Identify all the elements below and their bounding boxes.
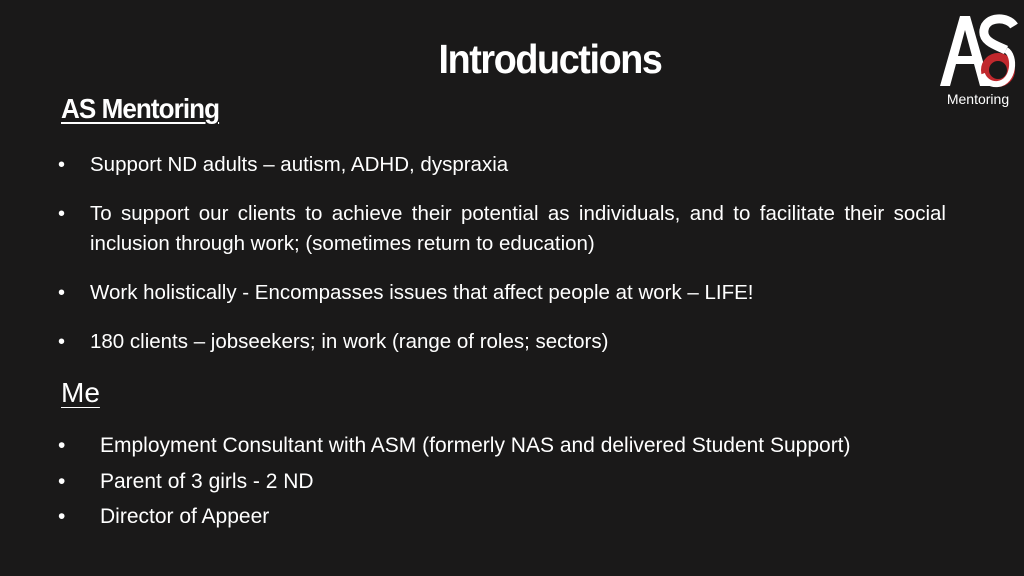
bullet-text: Employment Consultant with ASM (formerly NAS and delivered Student Support) [100, 434, 851, 457]
list-item [58, 327, 946, 357]
list-item [58, 499, 958, 535]
bullet-dot-icon: • [58, 203, 66, 225]
list-item [58, 464, 958, 500]
list-item [58, 278, 946, 308]
logo-caption: Mentoring [946, 91, 1010, 107]
bullet-dot-icon: • [58, 469, 66, 493]
bullet-text: 180 clients – jobseekers; in work (range of roles; sectors) [90, 330, 609, 353]
bullet-text: Support ND adults – autism, ADHD, dyspraxia [90, 153, 509, 176]
bullet-text: Work holistically - Encompasses issues that affect people at work – LIFE! [90, 281, 754, 304]
list-item [58, 150, 946, 180]
as-mentoring-logo [936, 12, 1020, 112]
bullet-text: Director of Appeer [100, 505, 270, 528]
section-heading-as-mentoring: AS Mentoring [61, 93, 220, 124]
bullet-dot-icon: • [58, 434, 66, 457]
as-mentoring-bullet-list [58, 150, 946, 376]
me-bullet-list [58, 428, 958, 535]
list-item [58, 428, 958, 464]
as-logo-mark-icon [936, 12, 1020, 92]
bullet-dot-icon: • [58, 505, 66, 528]
bullet-dot-icon: • [58, 282, 66, 304]
bullet-text: Parent of 3 girls - 2 ND [100, 469, 314, 493]
list-item [58, 199, 946, 259]
bullet-dot-icon: • [58, 331, 66, 353]
slide-title: Introductions [438, 36, 662, 82]
section-heading-me: Me [61, 377, 100, 408]
bullet-dot-icon: • [58, 154, 66, 176]
bullet-text: To support our clients to achieve their potential as individuals, and to facilitate their social inclusion through work; (sometimes return to education) [90, 202, 946, 255]
